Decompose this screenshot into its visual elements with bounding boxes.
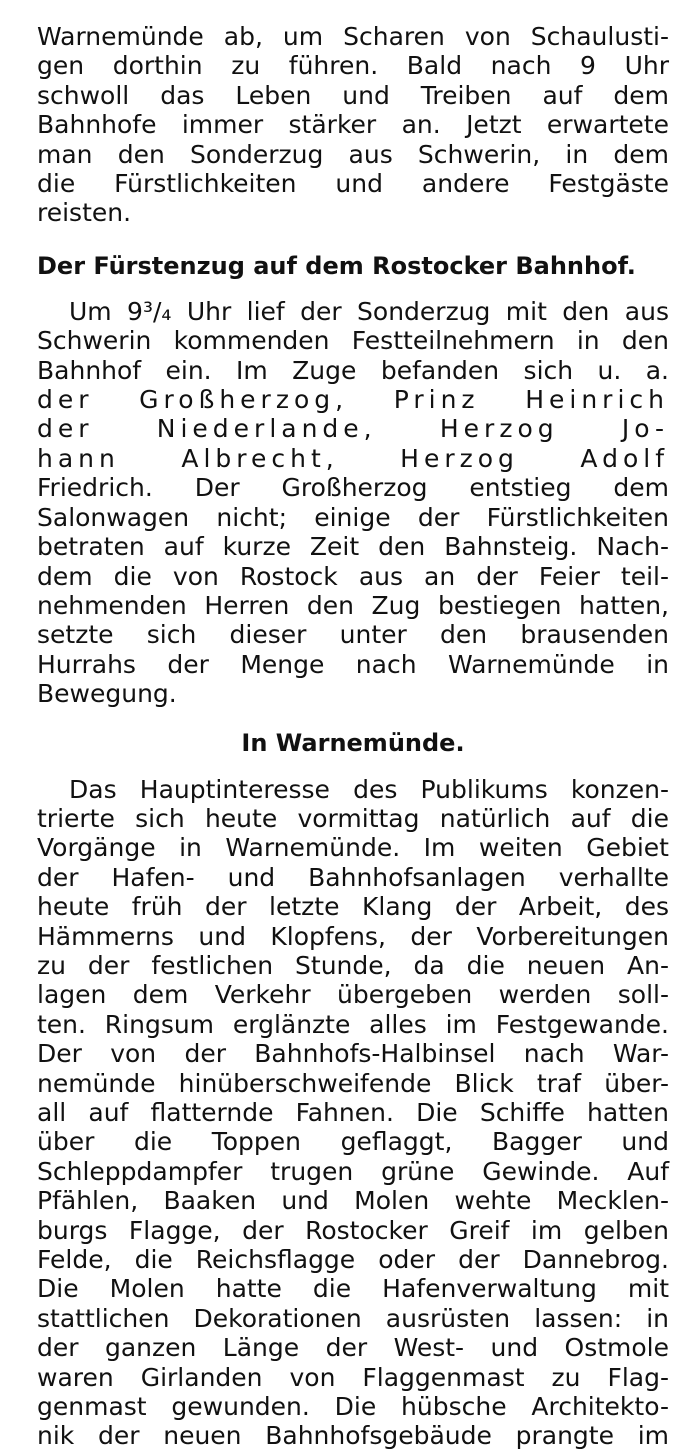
text-line: Felde, die Reichsflagge oder der Dannebrog.: [37, 1245, 669, 1275]
text-line: der Großherzog, Prinz Heinrich: [37, 385, 669, 415]
text-line: burgs Flagge, der Rostocker Greif im gelben: [37, 1215, 669, 1245]
article-page: [37, 22, 669, 1451]
text-line: hann Albrecht, Herzog Adolf: [37, 443, 669, 473]
text-line: die Fürstlichkeiten und andere Festgäste: [37, 169, 669, 199]
text-line: heute früh der letzte Klang der Arbeit, des: [37, 892, 669, 922]
section-heading-fuerstenzug: Der Fürstenzug auf dem Rostocker Bahnhof.: [37, 251, 636, 280]
text-line: Pfählen, Baaken und Molen wehte Mecklen-: [37, 1186, 669, 1216]
text-line: Warnemünde ab, um Scharen von Schaulusti-: [37, 22, 669, 51]
text-line: betraten auf kurze Zeit den Bahnsteig. Nach-: [37, 532, 669, 562]
text-line: nik der neuen Bahnhofsgebäude prangte im: [37, 1421, 669, 1451]
paragraph-intro: [37, 22, 669, 228]
text-line: zu der festlichen Stunde, da die neuen An-: [37, 950, 669, 980]
text-line: gen dorthin zu führen. Bald nach 9 Uhr: [37, 51, 669, 81]
text-line: Schleppdampfer trugen grüne Gewinde. Auf: [37, 1156, 669, 1186]
text-line: Die Molen hatte die Hafenverwaltung mit: [37, 1274, 669, 1304]
text-line: waren Girlanden von Flaggenmast zu Flag-: [37, 1362, 669, 1392]
text-line: der Hafen- und Bahnhofsanlagen verhallte: [37, 862, 669, 892]
text-line: setzte sich dieser unter den brausenden: [37, 620, 669, 650]
text-line: nemünde hinüberschweifende Blick traf über-: [37, 1068, 669, 1098]
text-line: schwoll das Leben und Treiben auf dem: [37, 80, 669, 110]
text-line: dem die von Rostock aus an der Feier teil-: [37, 561, 669, 591]
text-line: ten. Ringsum erglänzte alles im Festgewande.: [37, 1009, 669, 1039]
text-line: nehmenden Herren den Zug bestiegen hatten,: [37, 590, 669, 620]
text-line: genmast gewunden. Die hübsche Architekto-: [37, 1392, 669, 1422]
text-line: Bewegung.: [37, 679, 177, 709]
text-line: Schwerin kommenden Festteilnehmern in den: [37, 326, 669, 356]
text-line: über die Toppen geflaggt, Bagger und: [37, 1127, 669, 1157]
paragraph-warnemuende: [37, 775, 669, 1451]
text-line: Der von der Bahnhofs-Halbinsel nach War-: [37, 1039, 669, 1069]
text-line: der ganzen Länge der West- und Ostmole: [37, 1333, 669, 1363]
text-line: Das Hauptinteresse des Publikums konzen-: [69, 774, 669, 804]
text-line: Bahnhof ein. Im Zuge befanden sich u. a.: [37, 355, 669, 385]
text-line: lagen dem Verkehr übergeben werden soll-: [37, 980, 669, 1010]
text-line: Hämmerns und Klopfens, der Vorbereitungen: [37, 921, 669, 951]
text-line: Bahnhofe immer stärker an. Jetzt erwartete: [37, 110, 669, 140]
text-line: all auf flatternde Fahnen. Die Schiffe hatten: [37, 1098, 669, 1127]
text-line: trierte sich heute vormittag natürlich auf die: [37, 803, 669, 833]
text-line: man den Sonderzug aus Schwerin, in dem: [37, 139, 669, 169]
text-line: Vorgänge in Warnemünde. Im weiten Gebiet: [37, 833, 669, 863]
text-line: Um 9³/₄ Uhr lief der Sonderzug mit den aus: [69, 296, 669, 326]
text-line: Friedrich. Der Großherzog entstieg dem: [37, 473, 669, 503]
text-line: Hurrahs der Menge nach Warnemünde in: [37, 649, 669, 679]
text-line: stattlichen Dekorationen ausrüsten lassen: in: [37, 1303, 669, 1333]
section-heading-warnemuende: In Warnemünde.: [241, 728, 465, 757]
text-line: der Niederlande, Herzog Jo-: [37, 414, 669, 444]
text-line: Salonwagen nicht; einige der Fürstlichkeiten: [37, 502, 669, 532]
paragraph-fuerstenzug: [37, 297, 669, 709]
text-line: reisten.: [37, 198, 132, 228]
